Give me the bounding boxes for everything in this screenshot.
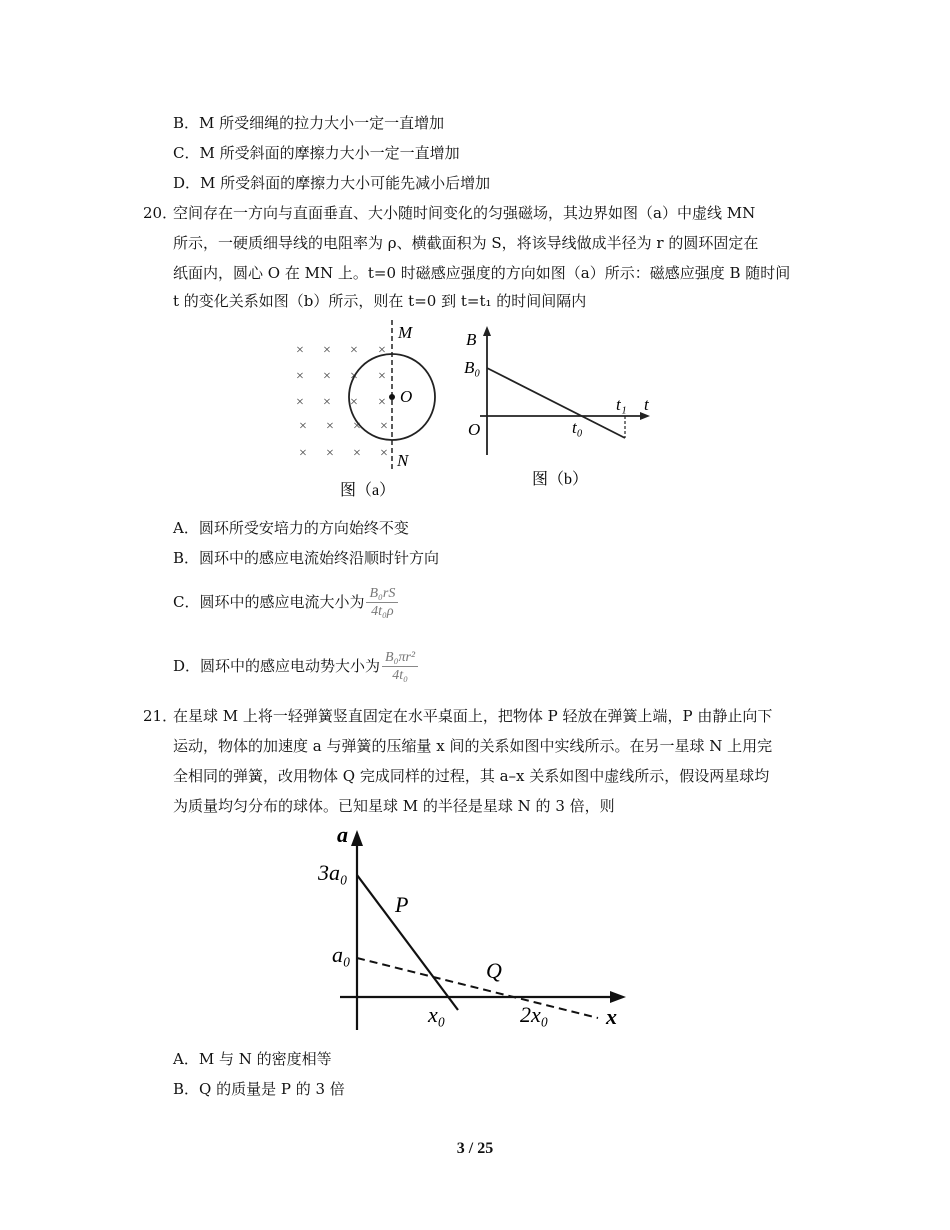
denominator: 4t₀ρ bbox=[371, 603, 394, 619]
q20-text: t 的变化关系如图（b）所示，则在 t=0 到 t=t₁ 的时间间隔内 bbox=[173, 292, 587, 310]
field-x-mark: × bbox=[353, 419, 361, 434]
q21-option-a: A．M 与 N 的密度相等 bbox=[173, 1050, 332, 1068]
q21-text: 运动，物体的加速度 a 与弹簧的压缩量 x 间的关系如图中实线所示。在另一星球 N 上用完 bbox=[173, 737, 773, 755]
field-x-mark: × bbox=[353, 446, 361, 461]
label-n: N bbox=[397, 451, 409, 470]
field-x-mark: × bbox=[350, 395, 358, 410]
field-x-mark: × bbox=[296, 369, 304, 384]
q19-option-c: C．M 所受斜面的摩擦力大小一定一直增加 bbox=[173, 144, 460, 162]
q19-option-d: D．M 所受斜面的摩擦力大小可能先减小后增加 bbox=[173, 174, 491, 192]
q21-text: 在星球 M 上将一轻弹簧竖直固定在水平桌面上，把物体 P 轻放在弹簧上端，P 由静止向下 bbox=[173, 707, 773, 725]
field-x-mark: × bbox=[350, 369, 358, 384]
q20-option-d bbox=[173, 644, 418, 688]
q19-option-b: B．M 所受细绳的拉力大小一定一直增加 bbox=[173, 114, 445, 132]
field-x-mark: × bbox=[296, 343, 304, 358]
q21-number: 21． bbox=[143, 707, 178, 725]
label-x: x bbox=[606, 1004, 617, 1029]
label-2x0: 2x₀ bbox=[520, 1002, 549, 1027]
q21-option-b: B．Q 的质量是 P 的 3 倍 bbox=[173, 1080, 345, 1098]
label-a0: a₀ bbox=[332, 942, 351, 967]
q20-number: 20． bbox=[143, 204, 178, 222]
label-origin: O bbox=[468, 420, 481, 439]
q20-option-b: B．圆环中的感应电流始终沿顺时针方向 bbox=[173, 549, 440, 567]
label-t: t bbox=[644, 395, 649, 414]
denominator: 4t₀ bbox=[392, 667, 408, 683]
field-x-mark: × bbox=[323, 369, 331, 384]
field-x-mark: × bbox=[323, 395, 331, 410]
label-q: Q bbox=[486, 958, 502, 983]
field-x-mark: × bbox=[378, 369, 386, 384]
q21-text: 为质量均匀分布的球体。已知星球 M 的半径是星球 N 的 3 倍，则 bbox=[173, 797, 615, 815]
field-x-mark: × bbox=[378, 343, 386, 358]
field-x-mark: × bbox=[326, 419, 334, 434]
b-line bbox=[487, 368, 625, 438]
field-marks bbox=[296, 343, 388, 461]
label-3a0: 3a₀ bbox=[318, 860, 348, 885]
field-x-mark: × bbox=[380, 446, 388, 461]
q20-text: 所示，一硬质细导线的电阻率为 ρ、横截面积为 S，将该导线做成半径为 r 的圆环固定在 bbox=[173, 234, 759, 252]
option-text: C．圆环中的感应电流大小为 bbox=[173, 593, 365, 611]
page-number: 3 / 25 bbox=[456, 1140, 494, 1157]
label-b0: B₀ bbox=[464, 358, 481, 377]
numerator: B₀πr² bbox=[382, 649, 418, 667]
label-o: O bbox=[400, 387, 413, 406]
field-x-mark: × bbox=[323, 343, 331, 358]
field-x-mark: × bbox=[378, 395, 386, 410]
numerator: B₀rS bbox=[366, 585, 398, 603]
q21-text: 全相同的弹簧，改用物体 Q 完成同样的过程，其 a–x 关系如图中虚线所示，假设两星球均 bbox=[173, 767, 770, 785]
label-m: M bbox=[398, 323, 413, 342]
option-text: D．圆环中的感应电动势大小为 bbox=[173, 657, 381, 675]
field-x-mark: × bbox=[326, 446, 334, 461]
field-x-mark: × bbox=[299, 446, 307, 461]
b-axis-arrow bbox=[483, 326, 491, 336]
label-p: P bbox=[395, 892, 409, 917]
q20-option-c bbox=[173, 580, 398, 624]
label-a: a bbox=[337, 822, 348, 847]
label-t1: t₁ bbox=[616, 395, 627, 414]
label-t0: t₀ bbox=[572, 418, 583, 437]
a-axis-arrow bbox=[351, 830, 363, 846]
field-x-mark: × bbox=[299, 419, 307, 434]
label-x0: x₀ bbox=[428, 1002, 446, 1027]
fig-a-caption: 图（a） bbox=[340, 482, 396, 499]
field-x-mark: × bbox=[296, 395, 304, 410]
q20-option-a: A．圆环所受安培力的方向始终不变 bbox=[173, 519, 409, 537]
q20-text: 空间存在一方向与直面垂直、大小随时间变化的匀强磁场，其边界如图（a）中虚线 MN bbox=[173, 204, 756, 222]
x-axis-arrow bbox=[610, 991, 626, 1003]
label-b: B bbox=[466, 330, 477, 349]
center-dot bbox=[389, 394, 395, 400]
fig-b-caption: 图（b） bbox=[532, 471, 589, 488]
field-x-mark: × bbox=[380, 419, 388, 434]
line-q bbox=[357, 958, 598, 1018]
field-x-mark: × bbox=[350, 343, 358, 358]
formula-d bbox=[382, 649, 418, 684]
formula-c bbox=[366, 585, 398, 620]
q20-text: 纸面内，圆心 O 在 MN 上。t=0 时磁感应强度的方向如图（a）所示：磁感应强度 B 随时间 bbox=[173, 264, 791, 282]
